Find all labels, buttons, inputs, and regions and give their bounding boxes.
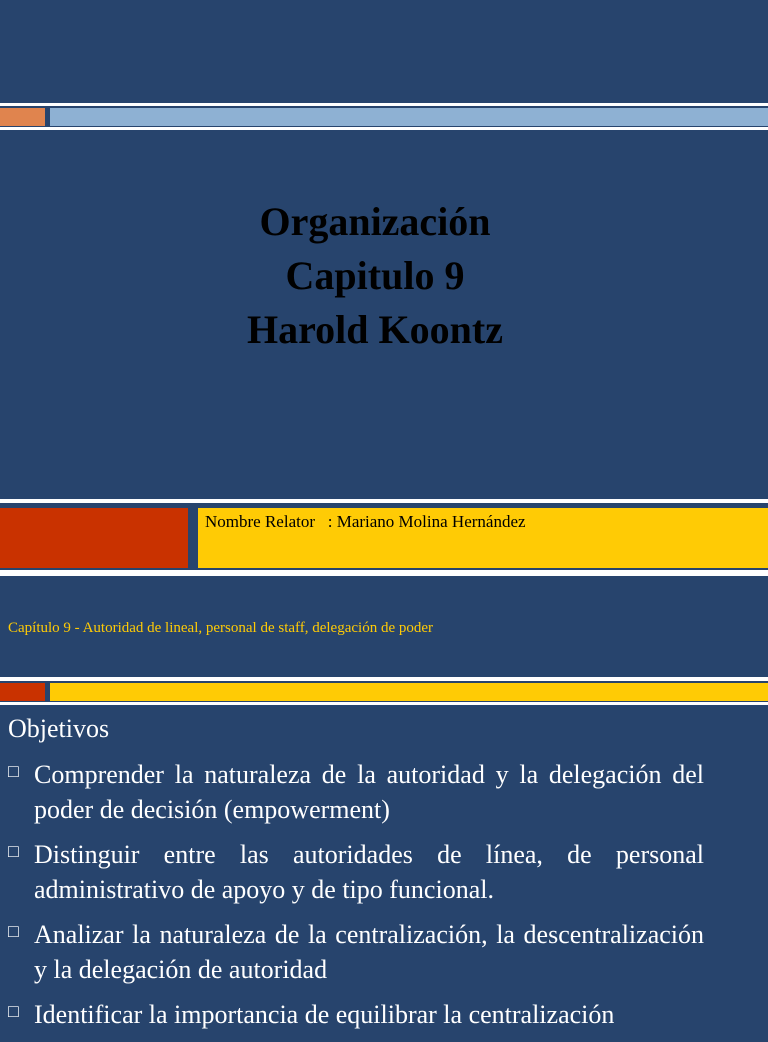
accent-stripe-blue [50, 108, 768, 126]
accent-stripe-orange [0, 108, 45, 126]
list-item [8, 917, 704, 987]
title-line-1: Organización [259, 199, 491, 244]
chapter-header: Capítulo 9 - Autoridad de lineal, personal de staff, delegación de poder [8, 620, 434, 636]
header-divider-top [0, 677, 768, 681]
objectives-list [8, 757, 704, 1042]
list-item-text: Comprender la naturaleza de la autoridad y la delegación del poder de decisión (empowerment) [34, 760, 704, 824]
title-line-3: Harold Koontz [247, 307, 503, 352]
square-bullet-icon: □ [8, 761, 19, 781]
subtitle-top-line [0, 499, 768, 503]
title-line-2: Capitulo 9 [285, 253, 465, 298]
list-item-text: Analizar la naturaleza de la centralización, la descentralización y la delegación de autoridad [34, 920, 704, 984]
list-item [8, 997, 704, 1032]
objectives-heading: Objetivos [8, 714, 110, 743]
divider-yellow-block [50, 683, 768, 701]
list-item [8, 837, 704, 907]
square-bullet-icon: □ [8, 921, 19, 941]
list-item-text: Identificar la importancia de equilibrar la centralización [34, 1000, 615, 1029]
slide-title [0, 195, 750, 357]
stripe-bottom-line [0, 127, 768, 130]
square-bullet-icon: □ [8, 1001, 19, 1021]
top-border-line [0, 103, 768, 106]
list-item [8, 757, 704, 827]
header-divider-bottom [0, 702, 768, 705]
list-item-text: Distinguir entre las autoridades de línea, de personal administrativo de apoyo y de tipo funcional. [34, 840, 704, 904]
square-bullet-icon: □ [8, 841, 19, 861]
subtitle-red-block [0, 508, 188, 568]
presenter-name: Nombre Relator : Mariano Molina Hernández [205, 512, 526, 531]
subtitle-bottom-line [0, 570, 768, 576]
divider-red-block [0, 683, 45, 701]
